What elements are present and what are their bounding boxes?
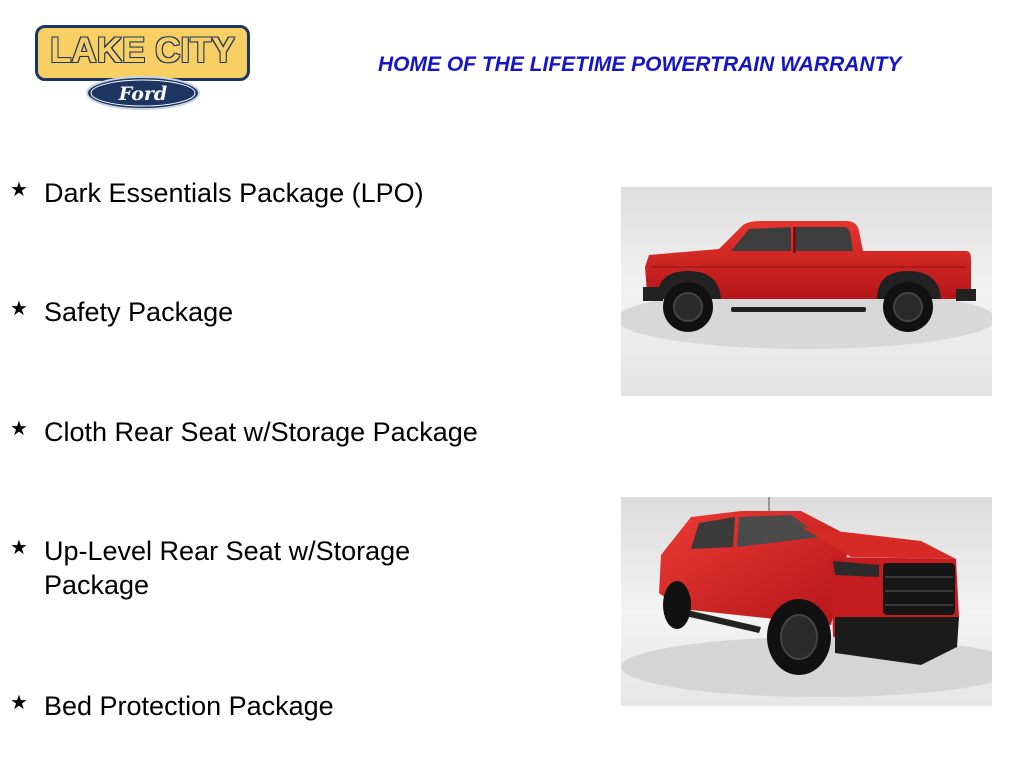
star-icon: ★ [10,692,28,714]
star-icon: ★ [10,418,28,440]
list-item [10,415,570,449]
star-icon: ★ [10,298,28,320]
list-item [10,295,570,329]
headline: HOME OF THE LIFETIME POWERTRAIN WARRANTY [378,53,902,76]
truck-photo-side [621,187,992,396]
list-item [10,176,570,210]
package-label: Up-Level Rear Seat w/Storage Package [44,536,411,600]
package-label: Bed Protection Package [44,691,334,721]
star-icon: ★ [10,179,28,201]
logo-dealer-name: LAKE CITY [50,31,235,70]
package-label: Cloth Rear Seat w/Storage Package [44,417,478,447]
truck-photo-front [621,497,992,706]
ford-oval-icon [85,75,201,111]
package-label: Safety Package [44,297,234,327]
list-item [10,534,570,602]
dealer-logo [35,25,254,113]
package-label: Dark Essentials Package (LPO) [44,178,424,208]
star-icon: ★ [10,537,28,559]
truck-front-image [621,497,992,706]
truck-side-image [621,187,992,396]
ford-oval-text: Ford [118,83,168,105]
list-item [10,689,570,723]
